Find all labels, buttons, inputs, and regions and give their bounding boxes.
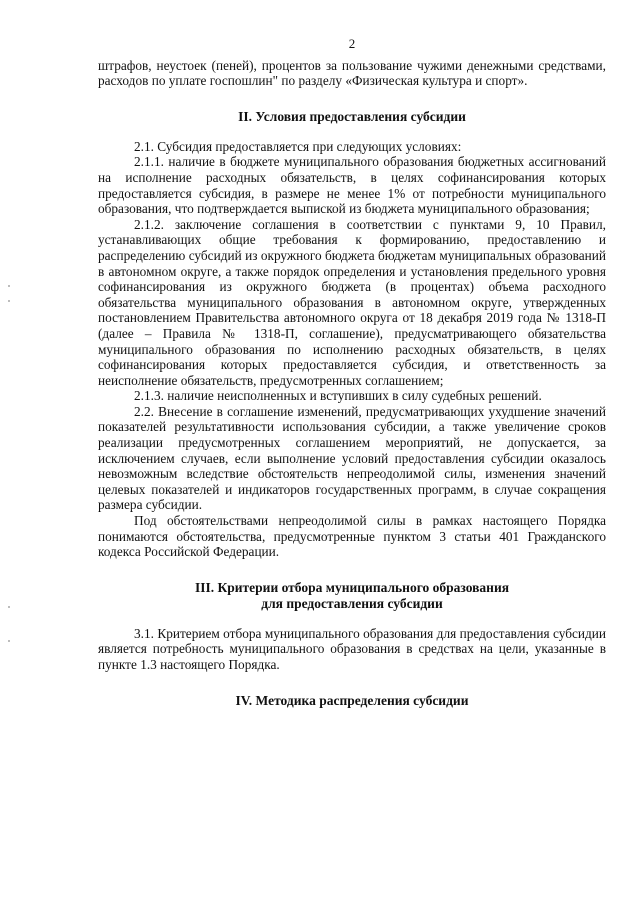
page-number: 2	[348, 36, 356, 51]
document-page	[98, 36, 606, 709]
section-2-title: II. Условия предоставления субсидии	[238, 108, 466, 124]
section-3-title-line-2: для предоставления субсидии	[261, 595, 443, 611]
section-3-title	[98, 580, 606, 612]
paragraph-2-2: 2.2. Внесение в соглашение изменений, предусматривающих ухудшение значений показателей результативности использования субсидии, а также увеличение сроков реализации предусмотренных соглашением мероприятий, не допускается, за исключением случаев, если выполнение условий предоставления субсидии оказалось невозможным вследствие обстоятельств непреодолимой силы, изменения значений целевых показателей и индикаторов государственных программ, в случае сокращения размера субсидии.	[98, 403, 606, 513]
intro-paragraph: штрафов, неустоек (пеней), процентов за пользование чужими денежными средствами, расходов по уплате госпошлин" по разделу «Физическая культура и спорт».	[98, 57, 606, 89]
margin-scan-mark	[8, 300, 10, 302]
paragraph-3-1: 3.1. Критерием отбора муниципального образования для предоставления субсидии является потребность муниципального образования в средствах на цели, указанные в пункте 1.3 настоящего Порядка.	[98, 625, 606, 672]
margin-scan-mark	[8, 285, 10, 287]
section-3-title-line-1: III. Критерии отбора муниципального образования	[194, 579, 510, 595]
paragraph-2-1-2: 2.1.2. заключение соглашения в соответствии с пунктами 9, 10 Правил, устанавливающих общие требования к формированию, предоставлению и распределению субсидий из окружного бюджета бюджетам муниципальных образований в автономном округе, а также порядок определения и установления предельного уровня софинансирования из окружного бюджета (в процентах) объема расходного обязательства муниципального образования в автономном округе, утвержденных постановлением Правительства автономного округа от 18 декабря 2019 года № 1318-П (далее – Правила № 1318-П, соглашение), предусматривающего обязательства муниципального образования по исполнению расходных обязательств, в целях софинансирования которых предоставляется субсидия, и ответственность за неисполнение обязательств, предусмотренных соглашением;	[98, 216, 606, 388]
margin-scan-mark	[8, 606, 10, 608]
paragraph-force-majeure: Под обстоятельствами непреодолимой силы в рамках настоящего Порядка понимаются обстоятельства, предусмотренные пунктом 3 статьи 401 Гражданского кодекса Российской Федерации.	[98, 513, 606, 560]
paragraph-2-1-1: 2.1.1. наличие в бюджете муниципального образования бюджетных ассигнований на исполнение расходных обязательств, в целях софинансирования которых предоставляется субсидия, в размере не менее 1% от потребности муниципального образования, что подтверждается выпиской из бюджета муниципального образования;	[98, 154, 606, 217]
margin-scan-mark	[8, 640, 10, 642]
paragraph-2-1-3: 2.1.3. наличие неисполненных и вступивших в силу судебных решений.	[134, 388, 542, 404]
paragraph-2-1: 2.1. Субсидия предоставляется при следующих условиях:	[134, 138, 462, 154]
section-4-title: IV. Методика распределения субсидии	[235, 692, 469, 708]
